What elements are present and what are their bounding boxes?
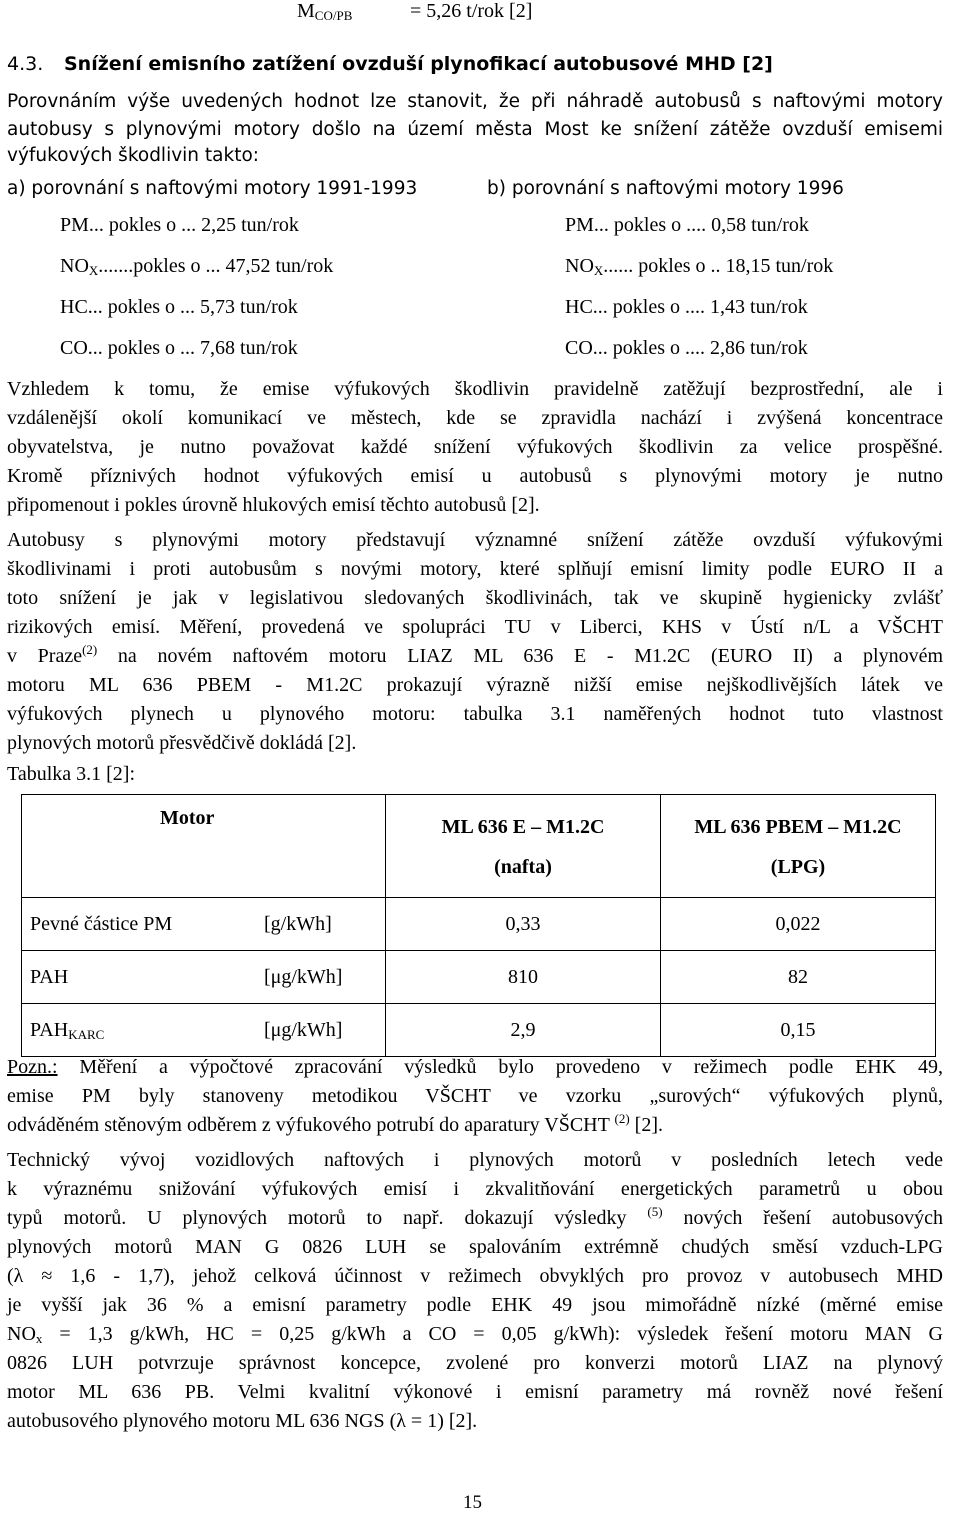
intro-line: Porovnáním výše uvedených hodnot lze stanovit, že při náhradě autobusů s naftovými motory <box>7 91 943 112</box>
comparison-row: PM... pokles o .... 0,58 tun/rok <box>565 214 809 236</box>
intro-line: autobusy s plynovými motory došlo na území města Most ke snížení zátěže ovzduší emisemi <box>7 119 943 140</box>
comparison-row: HC... pokles o ... 5,73 tun/rok <box>60 296 298 318</box>
emissions-table <box>21 794 936 1057</box>
row-value-2: 0,15 <box>661 1004 936 1057</box>
paragraph-line: plynových motorů MAN G 0826 LUH se spalováním extrémně chudých směsí vzduch-LPG <box>7 1236 943 1258</box>
comparison-row: $NO_X.......pokles$ o ... 47,52 tun/rok <box>60 255 334 278</box>
row-value-2: 0,022 <box>661 898 936 951</box>
section-title: Snížení emisního zatížení ovzduší plynofikací autobusové MHD [2] <box>64 53 773 75</box>
paragraph-line: toto snížení je jak v legislativou sledovaných škodlivinách, tak ve skupině hygienicky zvlášť <box>7 587 943 609</box>
row-name: $PAH_{KARC}$ <box>22 1004 264 1057</box>
paragraph-line: je vyšší jak 36 % a emisní parametry podle EHK 49 jsou mimořádně nízké (měrné emise <box>7 1294 943 1316</box>
paragraph-line: Autobusy s plynovými motory představují významné snížení zátěže ovzduší výfukovými <box>7 529 943 551</box>
paragraph-line: vzdálenější okolí komunikací ve městech, kde se zpravidla nachází i zvýšená koncentrace <box>7 407 943 429</box>
table-caption: Tabulka 3.1 [2]: <box>7 763 136 785</box>
row-value-1: 810 <box>386 951 661 1004</box>
paragraph-line: (λ ≈ 1,6 - 1,7), jehož celková účinnost v režimech obvyklých pro provoz v autobusech MHD <box>7 1265 943 1287</box>
table-row <box>22 1004 936 1057</box>
table-header-row <box>22 795 936 898</box>
table-row <box>22 951 936 1004</box>
header-col2: ML 636 PBEM – M1.2C (LPG) <box>661 795 936 898</box>
table-row <box>22 898 936 951</box>
comparison-row: HC... pokles o .... 1,43 tun/rok <box>565 296 808 318</box>
row-value-1: 0,33 <box>386 898 661 951</box>
paragraph-line: autobusového plynového motoru ML 636 NGS (λ = 1) [2]. <box>7 1410 478 1432</box>
formula-line <box>297 0 533 23</box>
formula-subscript: CO/PB <box>314 8 353 23</box>
comparison-row: CO... pokles o .... 2,86 tun/rok <box>565 337 808 359</box>
comparison-a-heading: a) porovnání s naftovými motory 1991-1993 <box>7 178 418 199</box>
paragraph-line: motor ML 636 PB. Velmi kvalitní výkonové i emisní parametry má rovněž nové řešení <box>7 1381 943 1403</box>
header-col1: ML 636 E – M1.2C (nafta) <box>386 795 661 898</box>
paragraph-line: škodlivinami i proti autobusům s novými motory, které splňují emisní limity podle EURO II a <box>7 558 943 580</box>
row-value-1: 2,9 <box>386 1004 661 1057</box>
paragraph-line: k výraznému snižování výfukových emisí i zkvalitňování energetických parametrů u obou <box>7 1178 943 1200</box>
paragraph-line: v Praze$^{(2)}$ na novém naftovém motoru LIAZ ML 636 E - M1.2C (EURO II) a plynovém <box>7 642 944 667</box>
intro-line: výfukových škodlivin takto: <box>7 145 260 166</box>
paragraph-line: 0826 LUH potvrzuje správnost koncepce, zvolené pro konverzi motorů LIAZ na plynový <box>7 1352 943 1374</box>
comparison-row: CO... pokles o ... 7,68 tun/rok <box>60 337 298 359</box>
paragraph-line: Kromě příznivých hodnot výfukových emisí u autobusů s plynovými motory je nutno <box>7 465 943 487</box>
section-number: 4.3. <box>7 53 44 75</box>
comparison-row: PM... pokles o ... 2,25 tun/rok <box>60 214 299 236</box>
paragraph-line: připomenout i pokles úrovně hlukových emisí těchto autobusů [2]. <box>7 494 540 516</box>
formula-symbol: M <box>297 0 315 22</box>
row-unit: [μg/kWh] <box>264 1004 386 1057</box>
row-unit: [g/kWh] <box>264 898 386 951</box>
paragraph-line: plynových motorů přesvědčivě dokládá [2]. <box>7 732 357 754</box>
header-motor: Motor <box>22 795 386 898</box>
row-name: PAH <box>22 951 264 1004</box>
paragraph-line: výfukových plynech u plynového motoru: tabulka 3.1 naměřených hodnot tuto vlastnost <box>7 703 943 725</box>
formula-value: = 5,26 t/rok [2] <box>410 0 533 22</box>
row-value-2: 82 <box>661 951 936 1004</box>
note-line: Pozn.: Měření a výpočtové zpracování výsledků bylo provedeno v režimech podle EHK 49, <box>7 1056 943 1078</box>
section-heading <box>7 53 773 75</box>
comparison-b-heading: b) porovnání s naftovými motory 1996 <box>487 178 844 199</box>
note-line: odváděném stěnovým odběrem z výfukového potrubí do aparatury VŠCHT $^{(2)}$ [2]. <box>7 1111 663 1136</box>
paragraph-line: Technický vývoj vozidlových naftových i plynových motorů v posledních letech vede <box>7 1149 943 1171</box>
paragraph-line: obyvatelstva, je nutno považovat každé snížení výfukových škodlivin za velice prospěšné. <box>7 436 943 458</box>
note-label: Pozn.: <box>7 1056 58 1078</box>
row-unit: [μg/kWh] <box>264 951 386 1004</box>
row-name: Pevné částice PM <box>22 898 264 951</box>
paragraph-line: rizikových emisí. Měření, provedená ve spolupráci TU v Liberci, KHS v Ústí n/L a VŠCHT <box>7 616 943 638</box>
comparison-row: $NO_X$...... pokles o .. 18,15 tun/rok <box>565 255 834 278</box>
note-line: emise PM byly stanoveny metodikou VŠCHT ve vzorku „surových“ výfukových plynů, <box>7 1085 943 1107</box>
paragraph-line: motoru ML 636 PBEM - M1.2C prokazují výrazně nižší emise nejškodlivějších látek ve <box>7 674 943 696</box>
paragraph-line: $NO_x = 1,3$ g/kWh, HC = 0,25 g/kWh a CO = 0,05 g/kWh): výsledek řešení motoru MAN G <box>7 1323 943 1346</box>
paragraph-line: typů motorů. U plynových motorů to např. dokazují výsledky $^{(5)}$ nových řešení autobusových <box>7 1204 944 1229</box>
paragraph-line: Vzhledem k tomu, že emise výfukových škodlivin pravidelně zatěžují bezprostřední, ale i <box>7 378 943 400</box>
page-number: 15 <box>463 1492 482 1513</box>
